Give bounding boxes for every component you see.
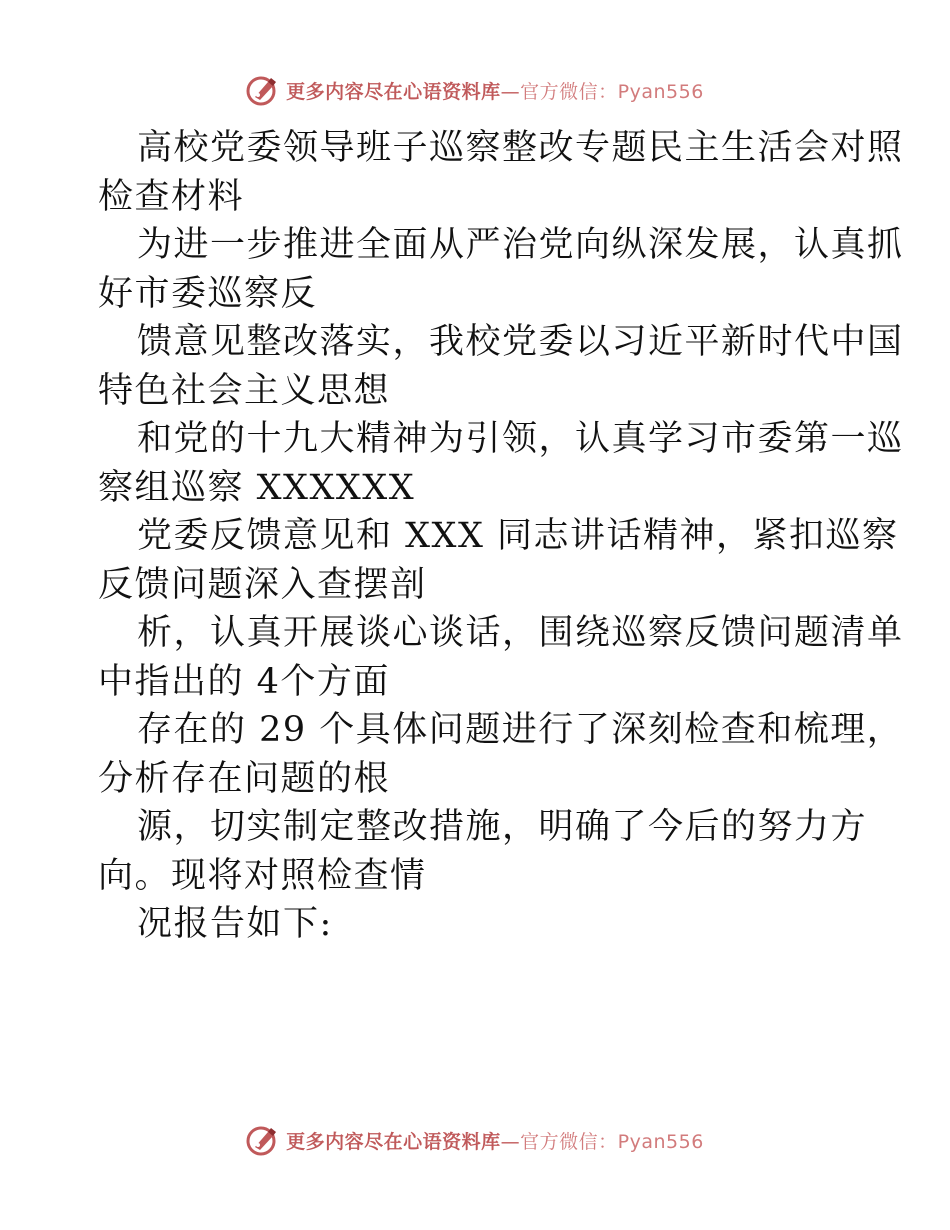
paragraph-line: 党委反馈意见和 XXX 同志讲话精神，紧扣巡察 [137,516,899,556]
watermark-text [286,1127,704,1154]
watermark-separator: — [500,1130,521,1153]
pen-circle-logo-icon [246,1123,280,1157]
paragraph-line: 源，切实制定整改措施，明确了今后的努力方 [137,807,868,847]
paragraph-line: 析，认真开展谈心谈话，围绕巡察反馈问题清单 [137,613,904,653]
paragraph-line: 察组巡察 XXXXXX [98,467,416,508]
paragraph-line: 好市委巡察反 [98,273,318,314]
watermark-account: 官方微信：Pyan556 [520,1130,704,1153]
paragraph-line: 反馈问题深入查摆剖 [98,564,427,605]
paragraph-line: 和党的十九大精神为引领，认真学习市委第一巡 [137,419,904,459]
watermark-brand: 更多内容尽在心语资料库 [286,80,501,103]
title-line-2: 检查材料 [98,176,245,217]
paragraph-line: 为进一步推进全面从严治党向纵深发展，认真抓 [137,225,904,265]
watermark-account: 官方微信：Pyan556 [520,80,704,103]
title-line-1: 高校党委领导班子巡察整改专题民主生活会对照 [137,128,904,168]
watermark-separator: — [500,80,521,103]
paragraph-line: 分析存在问题的根 [98,758,391,799]
footer-watermark [0,1120,950,1160]
paragraph-line: 况报告如下: [137,904,333,944]
watermark-text [286,77,704,104]
watermark-brand: 更多内容尽在心语资料库 [286,1130,501,1153]
paragraph-line: 特色社会主义思想 [98,370,391,411]
header-watermark [0,70,950,110]
pen-circle-logo-icon [246,73,280,107]
paragraph-line: 馈意见整改落实，我校党委以习近平新时代中国 [137,322,904,362]
paragraph-line: 向。现将对照检查情 [98,855,427,896]
paragraph-line: 存在的 29 个具体问题进行了深刻检查和梳理， [137,710,904,750]
document-body [98,124,904,949]
paragraph-line: 中指出的 4个方面 [98,661,390,702]
